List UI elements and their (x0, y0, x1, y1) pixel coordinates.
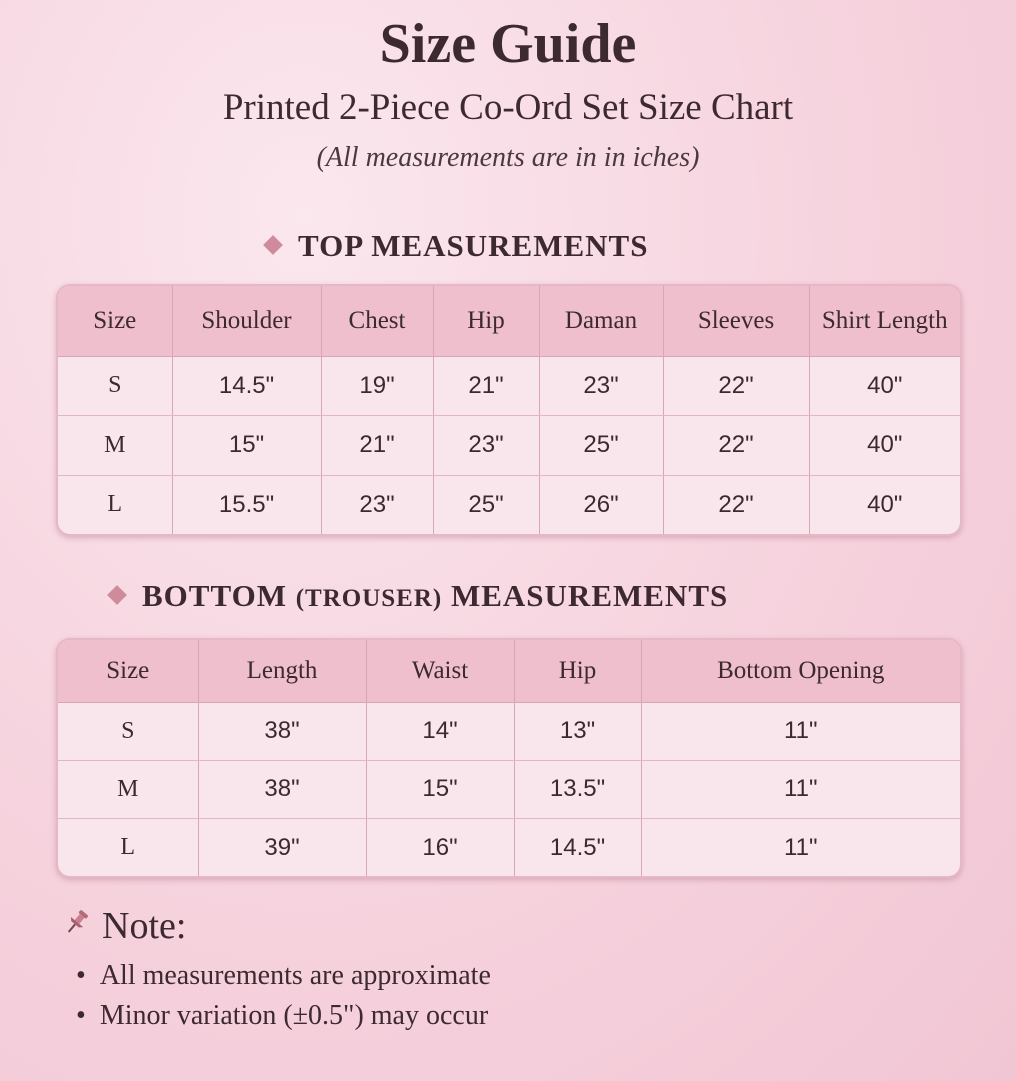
note-title (62, 904, 186, 951)
bottom-heading-prefix: BOTTOM (142, 578, 287, 613)
column-header: Size (58, 286, 172, 356)
table-cell: M (58, 416, 172, 476)
table-cell: 21" (433, 356, 539, 416)
table-cell: 21" (321, 416, 433, 476)
table-cell: 40" (867, 490, 903, 518)
pushpin-icon (62, 903, 92, 947)
table-cell: 14" (366, 702, 514, 760)
table-row (58, 819, 960, 876)
table-cell: 38" (198, 702, 366, 760)
table-cell: S (58, 356, 172, 416)
table-cell: 25" (539, 416, 663, 476)
column-header: Shoulder (172, 286, 321, 356)
bottom-heading-suffix: MEASUREMENTS (450, 578, 729, 613)
top-measurements-heading (266, 228, 648, 264)
table-cell: 40" (809, 416, 960, 476)
diamond-icon (107, 585, 127, 605)
table-cell: S (58, 702, 198, 760)
table-cell: 26" (539, 475, 663, 534)
column-header: Hip (514, 640, 641, 702)
bottom-measurements-heading (110, 578, 728, 614)
table-cell: 14.5" (172, 356, 321, 416)
table-cell: 15.5" (172, 475, 321, 534)
table-cell: 15" (366, 760, 514, 818)
column-header: Hip (433, 286, 539, 356)
column-header: Size (58, 640, 198, 702)
bottom-heading-mid: (TROUSER) (295, 585, 443, 612)
table-row (58, 475, 960, 534)
table-cell: 38" (198, 760, 366, 818)
table-cell: 23" (539, 356, 663, 416)
table-cell: L (58, 819, 198, 876)
table-header-row (58, 286, 960, 356)
top-measurements-table-card (56, 284, 962, 536)
list-item: • All measurements are approximate (76, 956, 491, 996)
column-header: Bottom Opening (641, 640, 960, 702)
units-note: (All measurements are in in iches) (316, 142, 700, 173)
column-header: Waist (366, 640, 514, 702)
page-subtitle: Printed 2-Piece Co-Ord Set Size Chart (222, 87, 794, 128)
top-measurements-table (58, 286, 960, 534)
list-item: • Minor variation (±0.5") may occur (76, 996, 491, 1036)
table-cell: 13" (514, 702, 641, 760)
column-header: Daman (539, 286, 663, 356)
table-cell: 15" (172, 416, 321, 476)
table-cell: M (58, 760, 198, 818)
column-header: Shirt Length (809, 286, 960, 356)
note-title-text: Note: (102, 905, 187, 947)
table-cell: 16" (366, 819, 514, 876)
table-cell: 22" (663, 475, 809, 534)
table-cell: 22" (663, 416, 809, 476)
table-cell: 19" (321, 356, 433, 416)
page-title: Size Guide (379, 13, 637, 75)
table-cell: 22" (663, 356, 809, 416)
table-cell: 23" (433, 416, 539, 476)
table-row (58, 416, 960, 476)
table-cell: 11" (641, 702, 960, 760)
table-row (58, 702, 960, 760)
table-cell: 11" (641, 760, 960, 818)
table-cell: 11" (784, 833, 818, 861)
table-cell: 23" (321, 475, 433, 534)
table-cell: 39" (198, 819, 366, 876)
note-list (76, 956, 491, 1036)
top-heading-text: TOP MEASUREMENTS (298, 228, 649, 263)
column-header: Sleeves (663, 286, 809, 356)
table-row (58, 356, 960, 416)
column-header: Length (198, 640, 366, 702)
column-header: Chest (321, 286, 433, 356)
table-cell: 14.5" (514, 819, 641, 876)
table-header-row (58, 640, 960, 702)
table-row (58, 760, 960, 818)
table-cell: 40" (809, 356, 960, 416)
table-cell: L (58, 475, 172, 534)
bottom-measurements-table (58, 640, 960, 876)
table-cell: 13.5" (514, 760, 641, 818)
table-cell: 25" (433, 475, 539, 534)
bottom-measurements-table-card (56, 638, 962, 878)
diamond-icon (263, 235, 283, 255)
